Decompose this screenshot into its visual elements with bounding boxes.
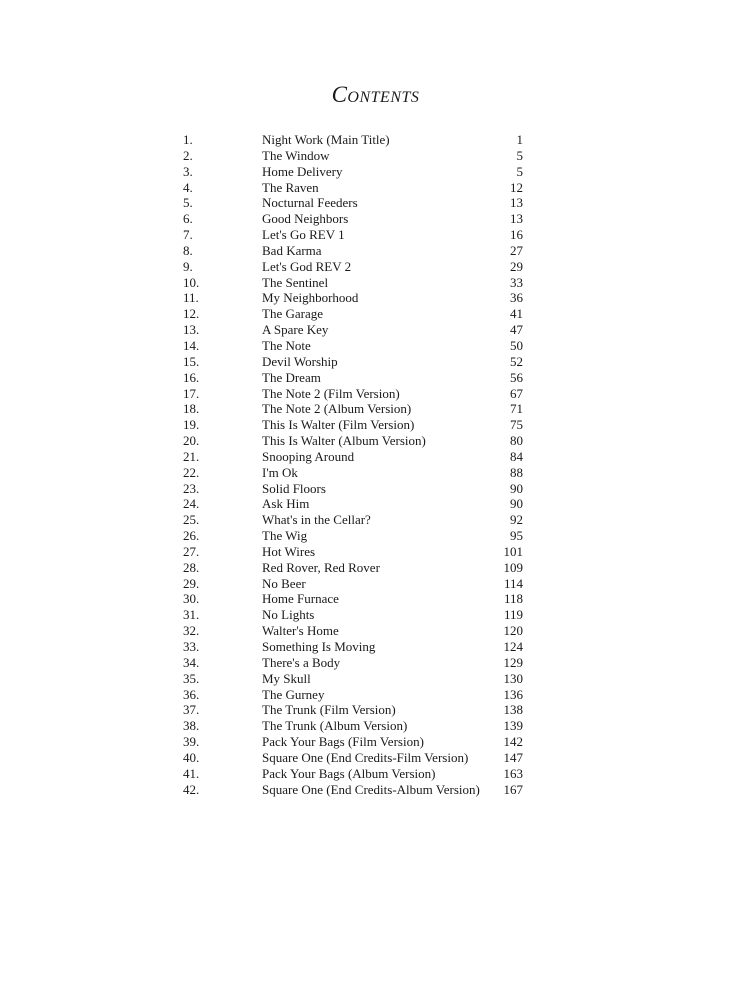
entry-number: 13.: [183, 322, 200, 338]
entry-title: Let's Go REV 1: [262, 227, 345, 243]
entry-title: The Garage: [262, 306, 323, 322]
entry-title: My Skull: [262, 670, 311, 686]
entry-number: 31.: [183, 607, 200, 623]
entry-page: 84: [510, 448, 523, 464]
entry-page: 5: [516, 163, 523, 179]
entry-page: 5: [516, 147, 523, 163]
toc-entry: [0, 306, 741, 322]
toc-entry: [0, 322, 741, 338]
entry-number: 9.: [183, 258, 193, 274]
entry-page: 41: [510, 306, 523, 322]
entry-title: The Raven: [262, 179, 319, 195]
toc-entry: [0, 655, 741, 671]
entry-number: 26.: [183, 528, 200, 544]
entry-title: The Sentinel: [262, 274, 329, 290]
entry-title: The Trunk (Album Version): [262, 718, 408, 734]
toc-entry: [0, 164, 741, 180]
toc-entry: [0, 354, 741, 370]
entry-page: 13: [510, 195, 523, 211]
entry-page: 139: [503, 718, 523, 734]
toc-entry: [0, 132, 741, 148]
entry-title: The Window: [262, 147, 330, 163]
entry-title: The Dream: [262, 369, 321, 385]
entry-title: Bad Karma: [262, 242, 322, 258]
entry-page: 80: [510, 433, 523, 449]
toc-entry: [0, 671, 741, 687]
toc-entry: [0, 401, 741, 417]
entry-page: 71: [510, 401, 523, 417]
entry-number: 22.: [183, 464, 200, 480]
entry-number: 12.: [183, 306, 200, 322]
entry-title: Let's God REV 2: [262, 258, 352, 274]
entry-page: 109: [503, 559, 523, 575]
entry-number: 32.: [183, 623, 200, 639]
entry-number: 27.: [183, 543, 200, 559]
entry-page: 29: [510, 258, 523, 274]
toc-entry: [0, 370, 741, 386]
entry-number: 29.: [183, 575, 200, 591]
entry-number: 2.: [183, 147, 193, 163]
entry-page: 33: [510, 274, 523, 290]
entry-page: 90: [510, 480, 523, 496]
entry-number: 36.: [183, 686, 200, 702]
entry-number: 37.: [183, 702, 200, 718]
toc-entry: [0, 227, 741, 243]
entry-page: 124: [503, 639, 523, 654]
entry-page: 114: [503, 575, 523, 591]
entry-page: 147: [503, 749, 523, 765]
entry-title: Hot Wires: [262, 543, 316, 559]
entry-title: The Note 2 (Film Version): [262, 385, 400, 401]
entry-number: 41.: [183, 765, 200, 781]
entry-title: Home Furnace: [262, 591, 339, 607]
toc-entry: [0, 290, 741, 306]
toc-entry: [0, 195, 741, 211]
entry-number: 5.: [183, 195, 193, 211]
toc-entry: [0, 782, 741, 798]
entry-page: 101: [503, 543, 523, 559]
entry-number: 38.: [183, 718, 200, 734]
entry-page: 75: [510, 417, 523, 433]
entry-title: Walter's Home: [262, 623, 339, 639]
entry-title: Red Rover, Red Rover: [262, 559, 380, 575]
entry-title: I'm Ok: [262, 464, 298, 480]
entry-title: Home Delivery: [262, 163, 343, 179]
toc-entry: [0, 623, 741, 639]
entry-page: 119: [503, 607, 523, 623]
entry-title: Ask Him: [262, 496, 310, 512]
entry-page: 16: [510, 227, 523, 243]
entry-title: No Beer: [262, 575, 306, 591]
entry-page: 138: [503, 702, 523, 718]
entry-title: The Gurney: [262, 686, 325, 702]
entry-number: 4.: [183, 179, 193, 195]
toc-entry: [0, 211, 741, 227]
toc-entry: [0, 148, 741, 164]
toc-entry: [0, 465, 741, 481]
toc-entry: [0, 560, 741, 576]
toc-entry: [0, 512, 741, 528]
toc-entry: [0, 734, 741, 750]
entry-page: 167: [503, 781, 523, 797]
entry-number: 23.: [183, 480, 200, 496]
toc-entry: [0, 243, 741, 259]
entry-title: Night Work (Main Title): [262, 132, 390, 147]
entry-page: 129: [503, 654, 523, 670]
entry-number: 20.: [183, 433, 200, 449]
entry-page: 163: [503, 765, 523, 781]
entry-number: 15.: [183, 353, 200, 369]
entry-page: 13: [510, 211, 523, 227]
entry-number: 30.: [183, 591, 200, 607]
entry-number: 24.: [183, 496, 200, 512]
table-of-contents: [0, 132, 741, 797]
entry-title: Nocturnal Feeders: [262, 195, 358, 211]
entry-number: 19.: [183, 417, 200, 433]
entry-number: 14.: [183, 337, 200, 353]
entry-number: 11.: [183, 290, 199, 306]
entry-title: No Lights: [262, 607, 315, 623]
toc-entry: [0, 576, 741, 592]
entry-number: 35.: [183, 670, 200, 686]
entry-number: 25.: [183, 512, 200, 528]
entry-title: Good Neighbors: [262, 211, 349, 227]
entry-title: Snooping Around: [262, 448, 355, 464]
toc-entry: [0, 275, 741, 291]
entry-page: 47: [510, 322, 523, 338]
toc-entry: [0, 496, 741, 512]
entry-title: The Wig: [262, 528, 308, 544]
entry-number: 28.: [183, 559, 200, 575]
toc-entry: [0, 544, 741, 560]
entry-number: 17.: [183, 385, 200, 401]
entry-page: 27: [510, 242, 523, 258]
toc-entry: [0, 180, 741, 196]
entry-page: 1: [516, 132, 523, 147]
entry-number: 3.: [183, 163, 193, 179]
entry-title: Pack Your Bags (Album Version): [262, 765, 436, 781]
toc-entry: [0, 702, 741, 718]
entry-page: 67: [510, 385, 523, 401]
toc-entry: [0, 718, 741, 734]
entry-number: 7.: [183, 227, 193, 243]
entry-title: This Is Walter (Film Version): [262, 417, 415, 433]
entry-title: What's in the Cellar?: [262, 512, 371, 528]
entry-number: 18.: [183, 401, 200, 417]
entry-number: 10.: [183, 274, 200, 290]
entry-page: 142: [503, 734, 523, 750]
toc-entry: [0, 607, 741, 623]
toc-entry: [0, 433, 741, 449]
entry-page: 130: [503, 670, 523, 686]
entry-title: Square One (End Credits-Film Version): [262, 749, 469, 765]
entry-number: 39.: [183, 734, 200, 750]
toc-entry: [0, 417, 741, 433]
entry-number: 33.: [183, 639, 200, 654]
entry-page: 136: [503, 686, 523, 702]
entry-page: 36: [510, 290, 523, 306]
entry-title: The Note 2 (Album Version): [262, 401, 412, 417]
entry-number: 42.: [183, 781, 200, 797]
entry-title: This Is Walter (Album Version): [262, 433, 426, 449]
entry-title: Square One (End Credits-Album Version): [262, 781, 480, 797]
toc-entry: [0, 259, 741, 275]
entry-title: Devil Worship: [262, 353, 338, 369]
entry-number: 1.: [183, 132, 193, 147]
entry-page: 52: [510, 353, 523, 369]
entry-title: Solid Floors: [262, 480, 326, 496]
toc-entry: [0, 591, 741, 607]
entry-title: My Neighborhood: [262, 290, 359, 306]
entry-page: 90: [510, 496, 523, 512]
entry-page: 120: [503, 623, 523, 639]
entry-number: 40.: [183, 749, 200, 765]
entry-title: Pack Your Bags (Film Version): [262, 734, 424, 750]
entry-title: The Trunk (Film Version): [262, 702, 396, 718]
entry-number: 34.: [183, 654, 200, 670]
entry-title: A Spare Key: [262, 322, 329, 338]
entry-page: 88: [510, 464, 523, 480]
toc-entry: [0, 449, 741, 465]
entry-number: 21.: [183, 448, 200, 464]
entry-page: 118: [503, 591, 523, 607]
entry-title: Something Is Moving: [262, 639, 376, 654]
page-title: Contents: [331, 82, 420, 107]
toc-entry: [0, 386, 741, 402]
toc-entry: [0, 766, 741, 782]
entry-title: The Note: [262, 337, 311, 353]
entry-page: 95: [510, 528, 523, 544]
entry-page: 50: [510, 337, 523, 353]
entry-number: 16.: [183, 369, 200, 385]
toc-entry: [0, 528, 741, 544]
entry-title: There's a Body: [262, 654, 341, 670]
entry-page: 56: [510, 369, 523, 385]
entry-page: 92: [510, 512, 523, 528]
entry-number: 8.: [183, 242, 193, 258]
entry-page: 12: [510, 179, 523, 195]
toc-entry: [0, 338, 741, 354]
entry-number: 6.: [183, 211, 193, 227]
toc-entry: [0, 687, 741, 703]
toc-entry: [0, 750, 741, 766]
toc-entry: [0, 639, 741, 655]
toc-entry: [0, 481, 741, 497]
